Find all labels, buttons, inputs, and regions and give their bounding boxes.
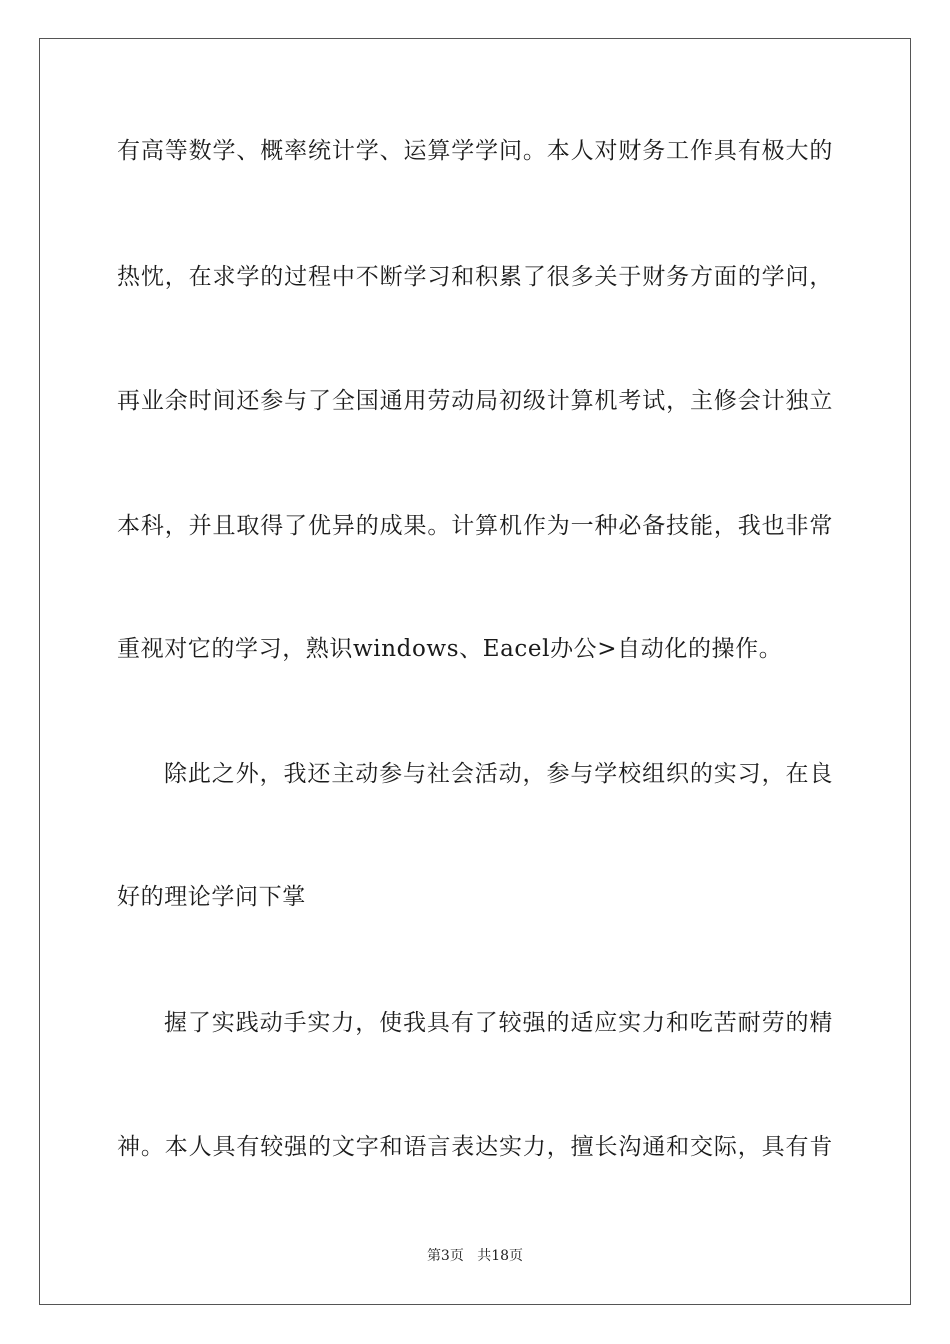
paragraph-line: 再业余时间还参与了全国通用劳动局初级计算机考试，主修会计独立 — [117, 388, 833, 414]
paragraph-line: 除此之外，我还主动参与社会活动，参与学校组织的实习，在良 — [164, 761, 833, 787]
paragraph-line: 本科，并且取得了优异的成果。计算机作为一种必备技能，我也非常 — [117, 513, 833, 539]
page-border — [39, 38, 911, 1305]
page-number: 第3页 — [426, 1248, 464, 1264]
paragraph-line: 有高等数学、概率统计学、运算学学问。本人对财务工作具有极大的 — [117, 138, 833, 164]
paragraph-line: 好的理论学问下掌 — [117, 884, 306, 910]
paragraph-line: 握了实践动手实力，使我具有了较强的适应实力和吃苦耐劳的精 — [164, 1010, 833, 1036]
page-footer — [0, 1246, 950, 1266]
page-total: 共18页 — [477, 1248, 524, 1264]
paragraph-line: 重视对它的学习，熟识windows、Eacel办公>自动化的操作。 — [117, 636, 783, 662]
paragraph-line: 神。本人具有较强的文字和语言表达实力，擅长沟通和交际，具有肯 — [117, 1134, 833, 1160]
paragraph-line: 热忱，在求学的过程中不断学习和积累了很多关于财务方面的学问， — [117, 264, 833, 290]
